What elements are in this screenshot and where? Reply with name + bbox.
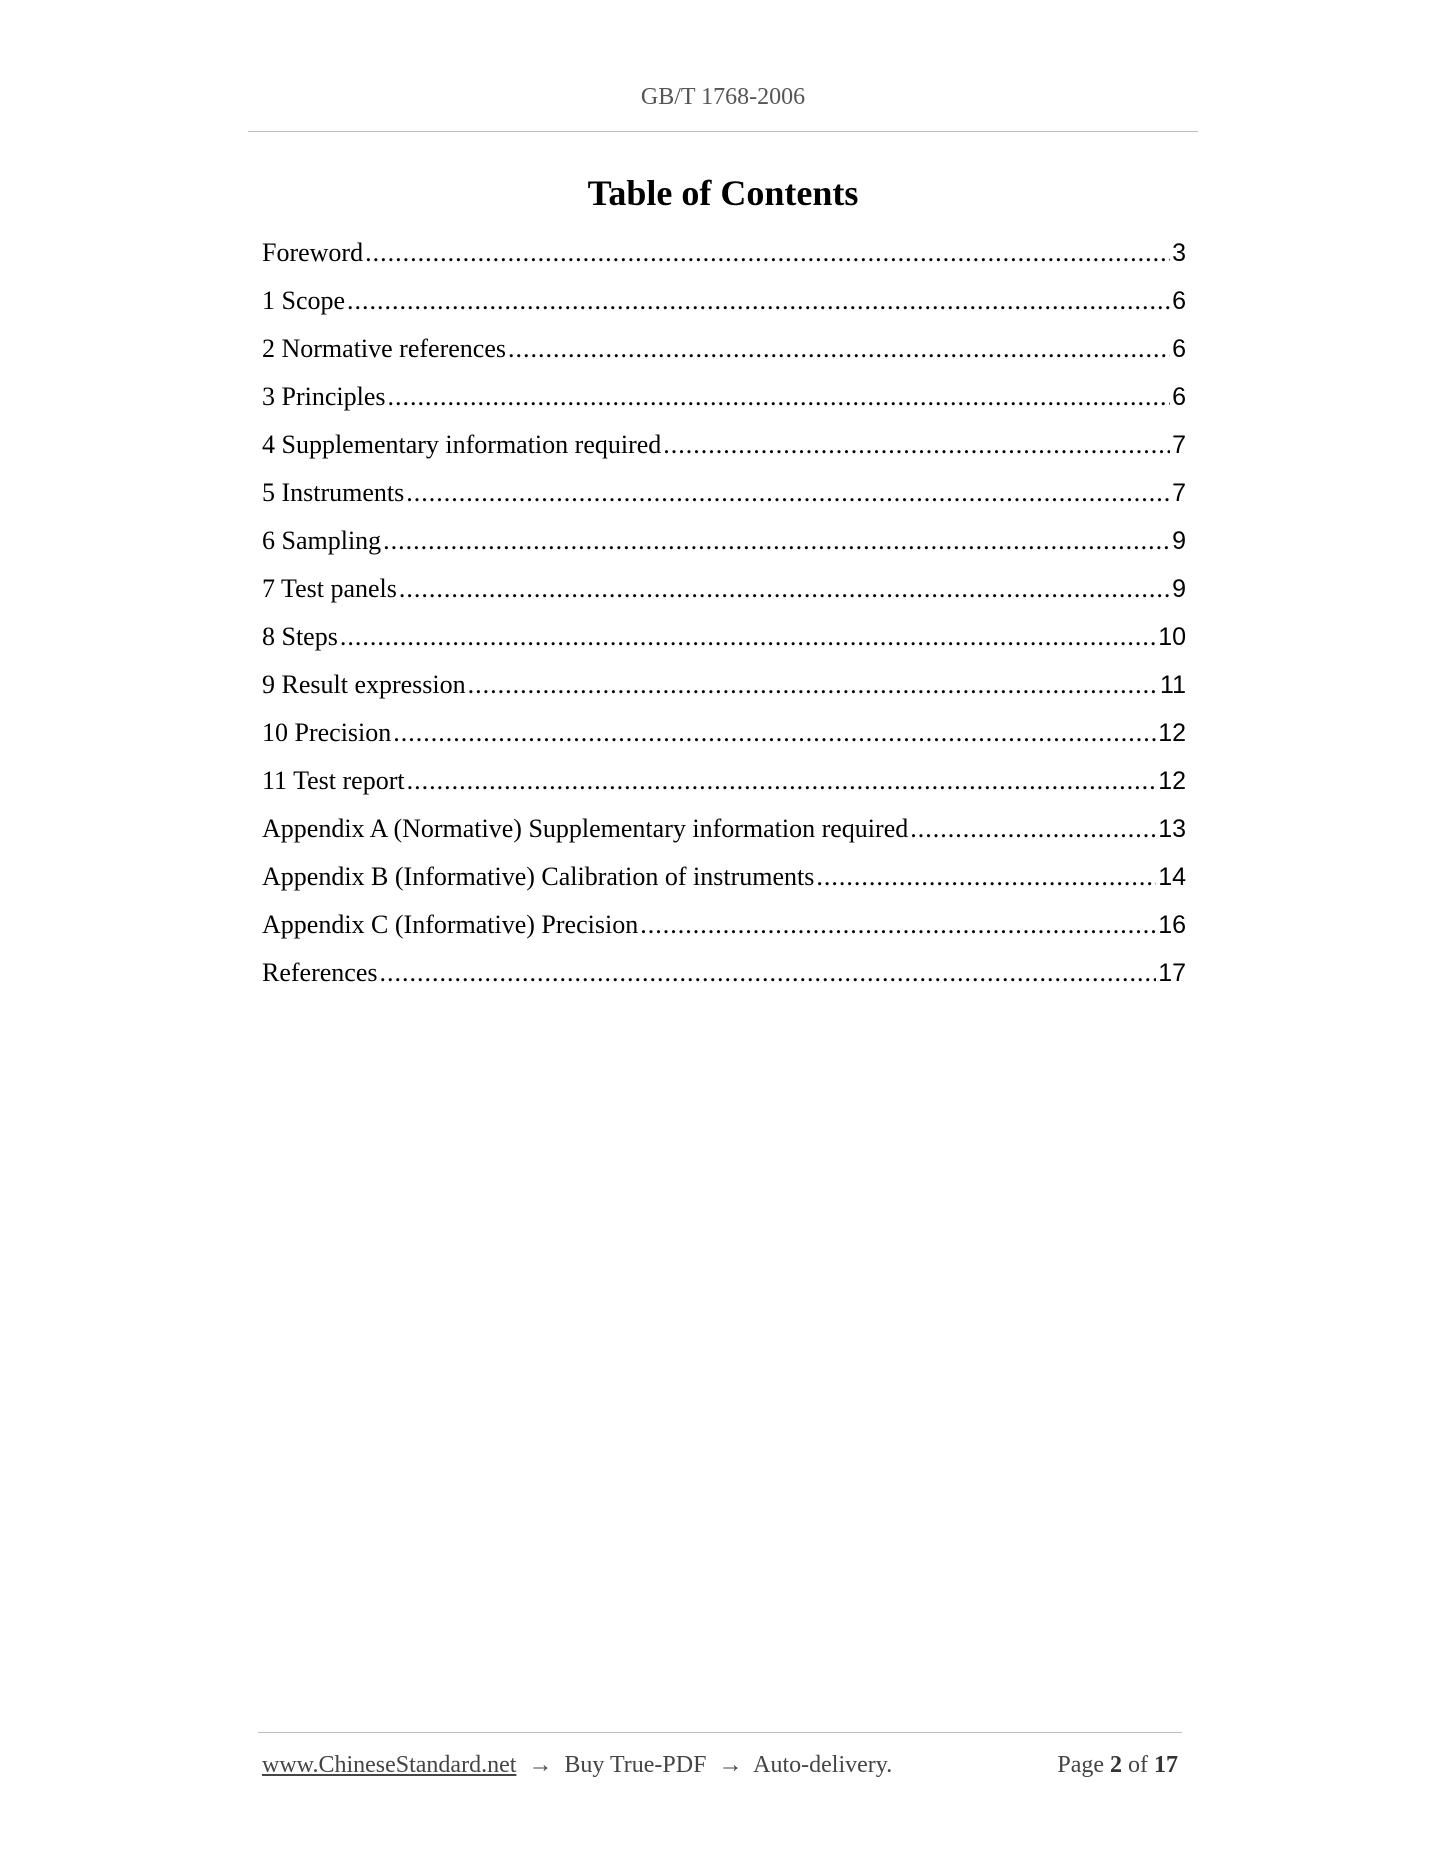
of-word: of xyxy=(1128,1752,1148,1778)
page-header-standard-code: GB/T 1768-2006 xyxy=(640,84,806,110)
toc-entry[interactable] xyxy=(262,958,1186,1006)
toc-entry[interactable] xyxy=(262,430,1186,478)
toc-dot-leader xyxy=(379,958,1156,988)
toc-entry[interactable] xyxy=(262,382,1186,430)
toc-entry-label: Foreword xyxy=(262,238,364,267)
toc-entry[interactable] xyxy=(262,334,1186,382)
toc-dot-leader xyxy=(663,430,1170,460)
toc-dot-leader xyxy=(347,286,1170,316)
toc-entry-page: 3 xyxy=(1172,239,1186,267)
toc-dot-leader xyxy=(365,238,1170,268)
toc-dot-leader xyxy=(340,622,1156,652)
toc-entry[interactable] xyxy=(262,574,1186,622)
header-divider xyxy=(248,131,1198,132)
toc-list xyxy=(262,238,1186,1006)
toc-entry-label: 7 Test panels xyxy=(262,574,397,603)
toc-dot-leader xyxy=(910,814,1156,844)
toc-entry-page: 17 xyxy=(1158,959,1186,987)
toc-dot-leader xyxy=(406,478,1170,508)
toc-entry[interactable] xyxy=(262,478,1186,526)
toc-entry-page: 14 xyxy=(1158,863,1186,891)
buy-true-pdf-text: Buy True-PDF xyxy=(564,1752,707,1778)
toc-entry-label: 6 Sampling xyxy=(262,526,382,555)
page-word: Page xyxy=(1057,1752,1104,1778)
toc-dot-leader xyxy=(468,670,1158,700)
toc-entry-page: 10 xyxy=(1158,623,1186,651)
toc-entry-label: 10 Precision xyxy=(262,718,392,747)
toc-entry-label: 4 Supplementary information required xyxy=(262,430,662,459)
toc-entry-label: References xyxy=(262,958,378,987)
toc-entry[interactable] xyxy=(262,526,1186,574)
toc-dot-leader xyxy=(816,862,1156,892)
toc-entry[interactable] xyxy=(262,718,1186,766)
toc-entry-label: 8 Steps xyxy=(262,622,338,651)
toc-entry[interactable] xyxy=(262,622,1186,670)
toc-entry-page: 6 xyxy=(1172,287,1186,315)
toc-dot-leader xyxy=(407,766,1157,796)
toc-dot-leader xyxy=(393,718,1156,748)
toc-entry-page: 12 xyxy=(1158,767,1186,795)
toc-entry-page: 7 xyxy=(1172,479,1186,507)
toc-dot-leader xyxy=(640,910,1156,940)
toc-entry-label: Appendix B (Informative) Calibration of instruments xyxy=(262,862,815,891)
toc-entry[interactable] xyxy=(262,862,1186,910)
toc-entry-label: 2 Normative references xyxy=(262,334,506,363)
toc-entry-page: 12 xyxy=(1158,719,1186,747)
toc-entry[interactable] xyxy=(262,910,1186,958)
toc-entry-label: 1 Scope xyxy=(262,286,346,315)
page-number xyxy=(1057,1752,1178,1779)
toc-entry-label: 5 Instruments xyxy=(262,478,405,507)
footer-divider xyxy=(258,1732,1182,1733)
toc-entry-page: 6 xyxy=(1172,335,1186,363)
toc-entry-label: 3 Principles xyxy=(262,382,386,411)
toc-entry-page: 11 xyxy=(1160,671,1186,699)
toc-entry-page: 16 xyxy=(1158,911,1186,939)
toc-title: Table of Contents xyxy=(587,173,859,213)
toc-dot-leader xyxy=(383,526,1170,556)
page-footer xyxy=(262,1752,1178,1779)
toc-dot-leader xyxy=(388,382,1171,412)
toc-entry[interactable] xyxy=(262,814,1186,862)
toc-entry-label: Appendix C (Informative) Precision xyxy=(262,910,639,939)
toc-entry[interactable] xyxy=(262,238,1186,286)
arrow-right-icon: → xyxy=(718,1752,743,1778)
site-link[interactable]: www.ChineseStandard.net xyxy=(262,1752,517,1778)
toc-dot-leader xyxy=(508,334,1170,364)
arrow-right-icon: → xyxy=(528,1752,553,1778)
toc-entry-label: Appendix A (Normative) Supplementary information required xyxy=(262,814,909,843)
toc-entry[interactable] xyxy=(262,286,1186,334)
auto-delivery-text: Auto-delivery. xyxy=(753,1752,893,1778)
total-pages-number: 17 xyxy=(1154,1752,1178,1778)
toc-dot-leader xyxy=(399,574,1170,604)
toc-entry-page: 7 xyxy=(1172,431,1186,459)
toc-entry-page: 13 xyxy=(1158,815,1186,843)
toc-entry[interactable] xyxy=(262,670,1186,718)
footer-left xyxy=(262,1752,892,1779)
toc-entry-page: 6 xyxy=(1172,383,1186,411)
toc-entry-label: 11 Test report xyxy=(262,766,405,795)
toc-entry-page: 9 xyxy=(1172,575,1186,603)
toc-entry[interactable] xyxy=(262,766,1186,814)
current-page-number: 2 xyxy=(1110,1752,1122,1778)
toc-entry-page: 9 xyxy=(1172,527,1186,555)
toc-entry-label: 9 Result expression xyxy=(262,670,466,699)
